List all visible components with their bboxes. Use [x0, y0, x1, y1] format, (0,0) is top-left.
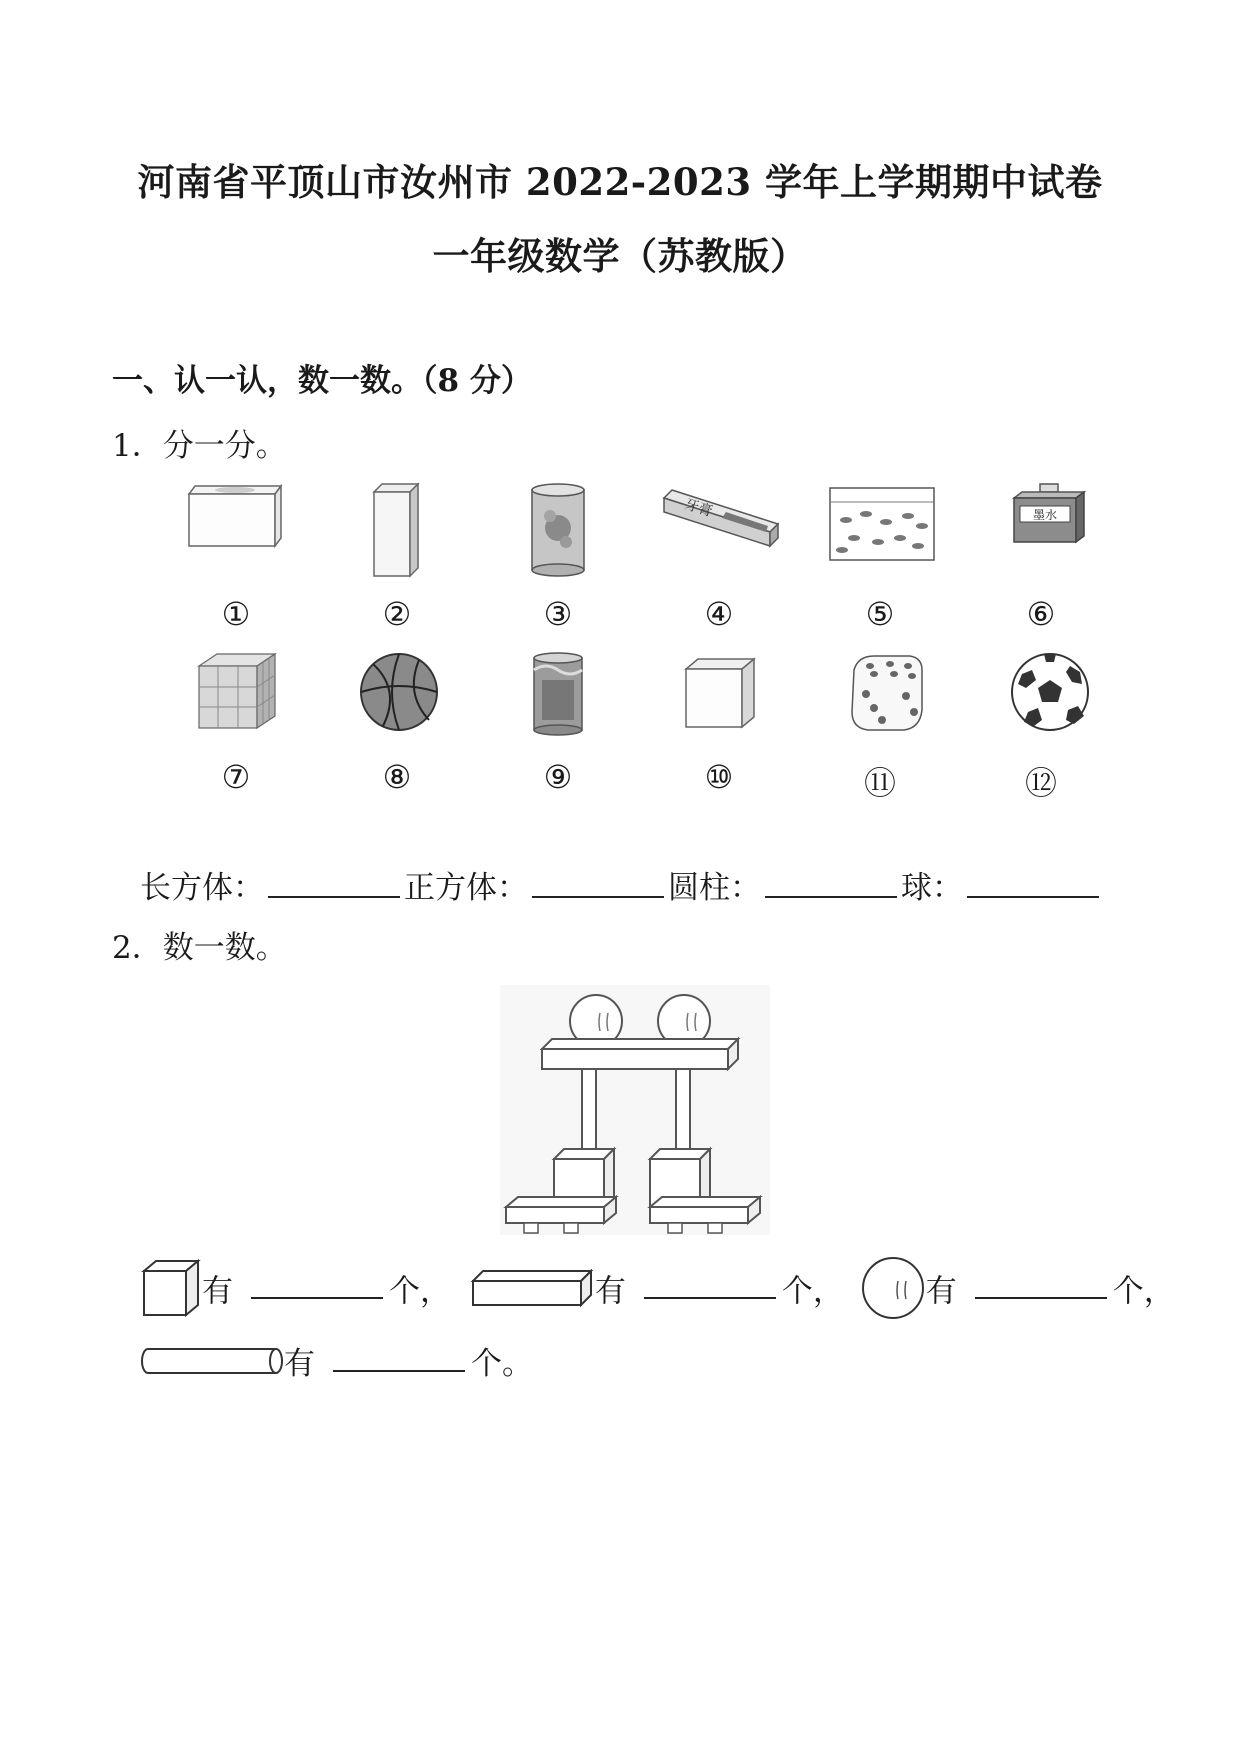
tall-box-figure — [370, 480, 430, 580]
cylinder-label: 圆柱： — [668, 870, 761, 906]
cylinder-can-figure — [528, 650, 588, 738]
ink-bottle-figure — [1010, 482, 1090, 546]
figure-number-7: ⑦ — [221, 758, 251, 796]
cuboid-count-blank[interactable] — [644, 1277, 776, 1299]
cuboid-plank-icon — [469, 1265, 595, 1311]
cylinder-count-blank[interactable] — [333, 1350, 465, 1372]
cube-count-ge: 个， — [389, 1273, 451, 1310]
cube-count-blank[interactable] — [251, 1277, 383, 1299]
dice-figure — [844, 650, 928, 736]
toothpaste-box-figure — [662, 480, 782, 560]
cube-count-you: 有 — [202, 1273, 233, 1310]
cube-icon — [140, 1257, 202, 1319]
basketball-figure — [357, 650, 441, 734]
count-row-2 — [140, 1338, 533, 1383]
cylinder-blank[interactable] — [765, 868, 897, 898]
cuboid-count-ge: 个， — [781, 1273, 844, 1310]
cuboid-label: 长方体： — [140, 870, 264, 906]
cylinder-count-you: 有 — [284, 1346, 315, 1382]
sphere-count-ge: 个， — [1112, 1273, 1175, 1310]
sphere-blank[interactable] — [967, 868, 1099, 898]
cuboid-count-you: 有 — [594, 1273, 626, 1310]
figure-number-3: ③ — [543, 595, 573, 633]
figure-number-9: ⑨ — [543, 758, 573, 796]
figure-number-10: ⑩ — [704, 758, 734, 796]
cylinder-count-ge: 个。 — [471, 1346, 533, 1382]
cube-figure — [682, 655, 762, 733]
classification-fill-row — [140, 862, 1103, 907]
sphere-icon — [860, 1255, 926, 1321]
cube-label: 正方体： — [404, 870, 528, 906]
question-2-label: 2．数一数。 — [112, 930, 287, 966]
can-figure — [526, 480, 590, 580]
shape-vehicle-figure — [500, 985, 770, 1235]
count-row-1 — [140, 1255, 1175, 1321]
ink-label: 墨水 — [1032, 508, 1058, 522]
tissue-box-figure — [185, 480, 285, 550]
figure-number-1: ① — [221, 595, 251, 633]
sphere-label: 球： — [901, 870, 963, 906]
sphere-count-blank[interactable] — [975, 1277, 1107, 1299]
cube-blank[interactable] — [532, 868, 664, 898]
figure-number-4: ④ — [704, 595, 734, 633]
page-title: 河南省平顶山市汝州市 2022-2023 学年上学期期中试卷 — [137, 160, 1103, 204]
figure-number-2: ② — [382, 595, 412, 633]
rubiks-cube-figure — [195, 650, 281, 734]
figure-number-8: ⑧ — [382, 758, 412, 796]
fish-tank-figure — [826, 482, 942, 564]
toothpaste-label: 牙膏 — [682, 496, 715, 521]
figure-number-6: ⑥ — [1026, 595, 1056, 633]
figure-number-5: ⑤ — [865, 595, 895, 633]
figure-number-12: ⑫ — [1024, 764, 1057, 802]
page-subtitle: 一年级数学（苏教版） — [432, 234, 808, 278]
soccer-ball-figure — [1008, 650, 1092, 734]
question-1-label: 1．分一分。 — [112, 428, 287, 464]
section-heading: 一、认一认，数一数。（8 分） — [112, 363, 532, 399]
cuboid-blank[interactable] — [268, 868, 400, 898]
figure-number-11: ⑪ — [863, 764, 896, 802]
cylinder-rod-icon — [140, 1344, 284, 1378]
sphere-count-you: 有 — [925, 1273, 957, 1310]
